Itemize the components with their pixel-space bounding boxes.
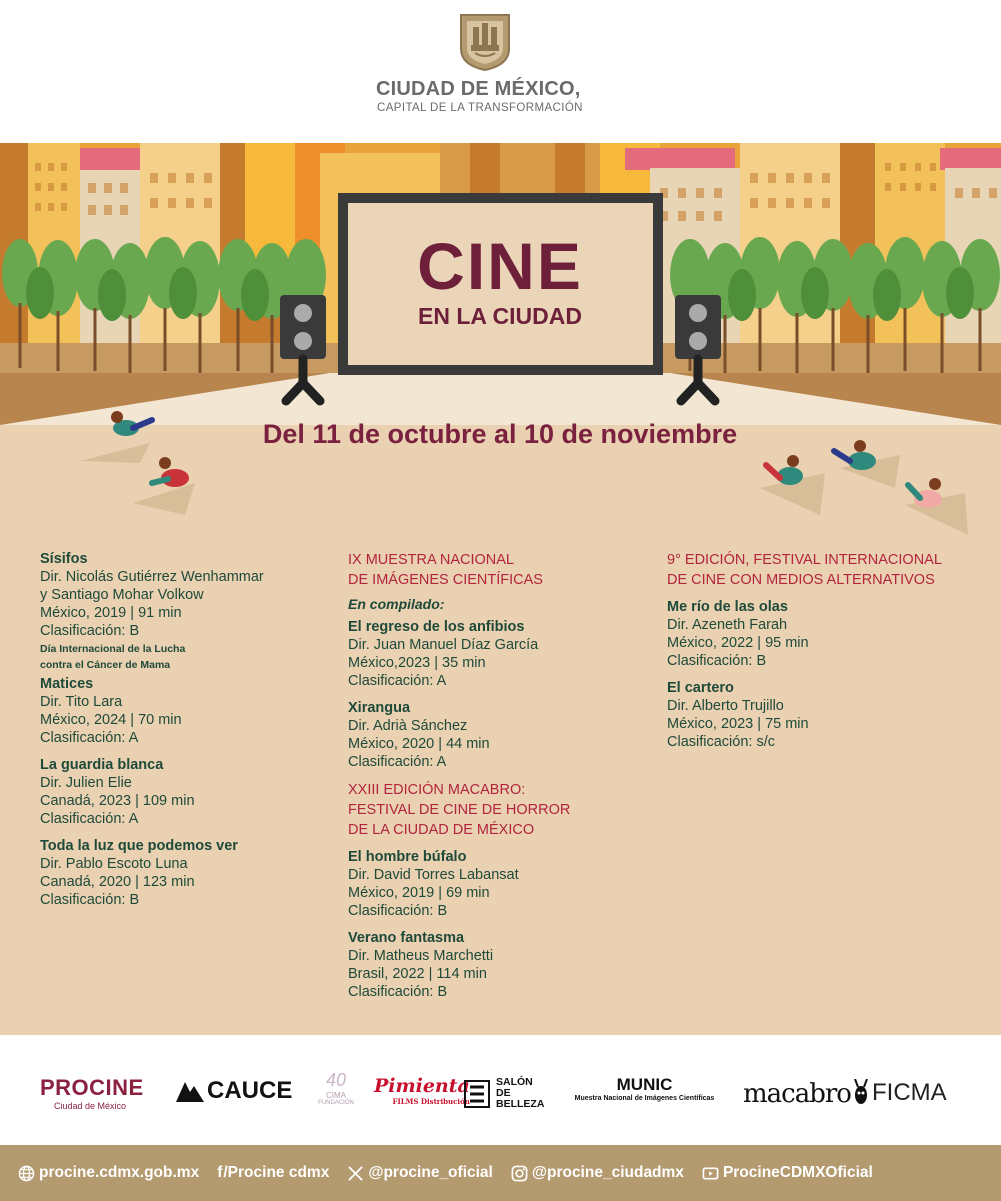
film-info: Canadá, 2020 | 123 min bbox=[40, 874, 195, 890]
film-title: Matices bbox=[40, 676, 94, 692]
section-heading-line: DE IMÁGENES CIENTÍFICAS bbox=[348, 572, 543, 588]
film-entry bbox=[40, 550, 330, 672]
cima-number: 40 bbox=[325, 1070, 347, 1090]
film-entry bbox=[40, 675, 330, 747]
youtube-text: ProcineCDMXOficial bbox=[722, 1164, 873, 1181]
film-rating: Clasificación: B bbox=[348, 984, 448, 1000]
macabro-logo bbox=[743, 1079, 869, 1109]
film-title: El regreso de los anfibios bbox=[348, 619, 525, 635]
procine-logo bbox=[40, 1075, 144, 1111]
film-rating: Clasificación: A bbox=[348, 673, 447, 689]
youtube-link[interactable] bbox=[702, 1164, 873, 1182]
section-heading bbox=[348, 550, 648, 590]
film-info: México, 2023 | 75 min bbox=[667, 716, 809, 732]
cima-logo-subtext: FUNDACIÓN bbox=[318, 1100, 354, 1106]
ficma-logo bbox=[872, 1079, 947, 1107]
films-column-2 bbox=[348, 550, 648, 1010]
film-entry bbox=[348, 848, 648, 920]
munic-logo-subtext: Muestra Nacional de Imágenes Científicas bbox=[574, 1095, 715, 1102]
youtube-icon bbox=[702, 1165, 719, 1182]
salon-logo-line: BELLEZA bbox=[496, 1098, 545, 1110]
film-director: Dir. Alberto Trujillo bbox=[667, 698, 784, 714]
film-entry bbox=[348, 618, 648, 690]
film-entry bbox=[348, 699, 648, 771]
event-dates: Del 11 de octubre al 10 de noviembre bbox=[262, 419, 738, 449]
instagram-text: @procine_ciudadmx bbox=[531, 1164, 684, 1181]
film-rating: Clasificación: B bbox=[667, 653, 767, 669]
film-title: El cartero bbox=[667, 680, 734, 696]
film-title: Toda la luz que podemos ver bbox=[40, 838, 238, 854]
film-title: Xirangua bbox=[348, 700, 411, 716]
salon-logo-line: SALÓN bbox=[496, 1076, 533, 1088]
cima-logo bbox=[314, 1070, 358, 1106]
facebook-link[interactable] bbox=[217, 1164, 329, 1182]
facebook-text: /Procine cdmx bbox=[223, 1164, 330, 1181]
film-info: México, 2022 | 95 min bbox=[667, 635, 809, 651]
website-link[interactable] bbox=[18, 1164, 199, 1182]
section-heading-line: FESTIVAL DE CINE DE HORROR bbox=[348, 802, 571, 818]
cima-logo-text: CIMA bbox=[326, 1091, 346, 1100]
munic-logo-text: MUNIC bbox=[616, 1075, 673, 1094]
film-director: Dir. Tito Lara bbox=[40, 694, 123, 710]
procine-logo-text: PROCINE bbox=[40, 1075, 144, 1100]
sponsor-logos bbox=[0, 1035, 1001, 1145]
globe-icon bbox=[18, 1165, 35, 1182]
cdmx-shield-icon bbox=[459, 13, 511, 71]
films-column-1 bbox=[40, 550, 330, 918]
header bbox=[0, 0, 1001, 143]
film-director-2: y Santiago Mohar Volkow bbox=[40, 587, 204, 603]
pimienta-logo-text: Pimienta bbox=[374, 1075, 470, 1097]
film-rating: Clasificación: B bbox=[40, 623, 140, 639]
poster-subtitle: EN LA CIUDAD bbox=[418, 303, 582, 329]
film-entry bbox=[667, 598, 987, 670]
film-director: Dir. Juan Manuel Díaz García bbox=[348, 637, 539, 653]
section-heading-line: IX MUESTRA NACIONAL bbox=[348, 552, 514, 568]
film-rating: Clasificación: B bbox=[40, 892, 140, 908]
film-director: Dir. Adrià Sánchez bbox=[348, 718, 468, 734]
film-info: Brasil, 2022 | 114 min bbox=[348, 966, 487, 982]
films-column-3 bbox=[667, 550, 987, 760]
munic-logo bbox=[562, 1075, 727, 1102]
ficma-logo-text: FICMA bbox=[872, 1079, 947, 1106]
section-heading bbox=[348, 780, 648, 840]
film-entry bbox=[40, 756, 330, 828]
skull-icon bbox=[853, 1079, 869, 1109]
film-info: México, 2019 | 91 min bbox=[40, 605, 182, 621]
film-info: México, 2024 | 70 min bbox=[40, 712, 182, 728]
poster-scene bbox=[0, 143, 1001, 1035]
salon-logo-line: DE bbox=[496, 1087, 511, 1099]
x-icon bbox=[347, 1165, 364, 1182]
macabro-logo-text: macabro bbox=[743, 1079, 851, 1109]
film-title: El hombre búfalo bbox=[348, 849, 467, 865]
film-info: México, 2020 | 44 min bbox=[348, 736, 490, 752]
film-director: Dir. Julien Elie bbox=[40, 775, 132, 791]
cauce-logo bbox=[176, 1077, 292, 1105]
film-title: Me río de las olas bbox=[667, 599, 788, 615]
instagram-link[interactable] bbox=[511, 1164, 684, 1182]
film-rating: Clasificación: B bbox=[348, 903, 448, 919]
pimienta-logo bbox=[374, 1075, 470, 1106]
film-title: Verano fantasma bbox=[348, 930, 465, 946]
film-rating: Clasificación: s/c bbox=[667, 734, 775, 750]
compiled-label: En compilado: bbox=[348, 596, 445, 612]
facebook-icon: f bbox=[217, 1164, 223, 1181]
film-rating: Clasificación: A bbox=[348, 754, 447, 770]
header-subtitle: CAPITAL DE LA TRANSFORMACIÓN bbox=[377, 102, 583, 114]
salon-sb-icon bbox=[464, 1080, 490, 1108]
pimienta-logo-subtext: FILMS Distribución bbox=[392, 1097, 470, 1106]
x-link[interactable] bbox=[347, 1164, 493, 1182]
social-footer bbox=[0, 1145, 1001, 1201]
salon-de-belleza-logo bbox=[464, 1077, 544, 1110]
film-info: México, 2019 | 69 min bbox=[348, 885, 490, 901]
film-note: Día Internacional de la Lucha bbox=[40, 643, 186, 655]
film-director: Dir. Azeneth Farah bbox=[667, 617, 788, 633]
film-info: México,2023 | 35 min bbox=[348, 655, 486, 671]
film-title: La guardia blanca bbox=[40, 757, 164, 773]
cauce-mountain-icon bbox=[176, 1080, 204, 1102]
cauce-logo-text: CAUCE bbox=[207, 1077, 293, 1104]
film-entry bbox=[667, 679, 987, 751]
section-heading-line: DE LA CIUDAD DE MÉXICO bbox=[348, 822, 535, 838]
website-text: procine.cdmx.gob.mx bbox=[39, 1164, 200, 1181]
film-director: Dir. Matheus Marchetti bbox=[348, 948, 494, 964]
film-rating: Clasificación: A bbox=[40, 730, 139, 746]
film-title: Sísifos bbox=[40, 551, 88, 567]
film-entry bbox=[40, 837, 330, 909]
film-info: Canadá, 2023 | 109 min bbox=[40, 793, 195, 809]
film-note-2: contra el Cáncer de Mama bbox=[40, 659, 171, 671]
film-director: Dir. David Torres Labansat bbox=[348, 867, 519, 883]
instagram-icon bbox=[511, 1165, 528, 1182]
section-heading-line: DE CINE CON MEDIOS ALTERNATIVOS bbox=[667, 572, 935, 588]
header-title: CIUDAD DE MÉXICO, bbox=[376, 78, 581, 100]
film-director: Dir. Nicolás Gutiérrez Wenhammar bbox=[40, 569, 264, 585]
film-rating: Clasificación: A bbox=[40, 811, 139, 827]
poster-title: CINE bbox=[417, 229, 583, 303]
section-heading-line: XXIII EDICIÓN MACABRO: bbox=[348, 782, 526, 798]
film-director: Dir. Pablo Escoto Luna bbox=[40, 856, 188, 872]
film-entry bbox=[348, 929, 648, 1001]
section-heading bbox=[667, 550, 987, 590]
procine-logo-subtext: Ciudad de México bbox=[54, 1101, 127, 1111]
section-heading-line: 9° EDICIÓN, FESTIVAL INTERNACIONAL bbox=[667, 552, 942, 568]
x-text: @procine_oficial bbox=[368, 1164, 493, 1181]
